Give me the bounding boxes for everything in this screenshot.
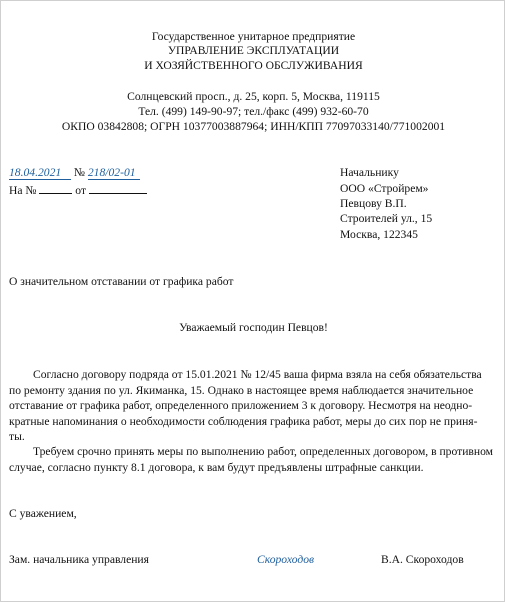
body-line: ты.: [9, 430, 25, 443]
body-line: кратные напоминания о необходимости соблюдения графика работ, меры до сих пор не приня-: [9, 414, 478, 428]
outgoing-date: 18.04.2021: [9, 166, 71, 180]
body-paragraph-2: [9, 444, 498, 475]
reply-number-blank: [39, 182, 72, 194]
org-codes: ОКПО 03842808; ОГРН 10377003887964; ИНН/КПП 77097033140/771002001: [61, 120, 446, 133]
number-label: №: [73, 166, 85, 179]
body-line: случае, согласно пункту 8.1 договора, к вам будут предъявлены штрафные санкции.: [9, 460, 424, 474]
body-line: отставание от графика работ, определенного приложением 3 к договору. Несмотря на неодно-: [9, 399, 473, 412]
signer-name: В.А. Скороходов: [381, 553, 464, 566]
outgoing-date-number: [9, 166, 140, 180]
org-name-line2: И ХОЗЯЙСТВЕННОГО ОБСЛУЖИВАНИЯ: [144, 59, 363, 72]
recipient-street: Строителей ул., 15: [340, 212, 433, 225]
signer-position: Зам. начальника управления: [9, 553, 149, 566]
recipient-city: Москва, 122345: [340, 228, 418, 241]
recipient-company: ООО «Стройрем»: [340, 182, 429, 195]
reply-reference: [9, 182, 147, 198]
org-type: Государственное унитарное предприятие: [151, 30, 356, 43]
org-address: Солнцевский просп., д. 25, корп. 5, Москва, 119115: [127, 90, 380, 103]
org-phone: Тел. (499) 149-90-97; тел./факс (499) 932-60-70: [138, 105, 369, 118]
org-name-line1: УПРАВЛЕНИЕ ЭКСПЛУАТАЦИИ: [167, 44, 340, 57]
outgoing-number: 218/02-01: [88, 166, 140, 180]
reply-date-blank: [89, 182, 147, 194]
closing-phrase: С уважением,: [9, 507, 77, 520]
reply-number-label: На №: [9, 184, 37, 197]
body-paragraph-1: [9, 367, 498, 445]
recipient-title: Начальнику: [340, 166, 399, 179]
letter-greeting: Уважаемый господин Певцов!: [179, 321, 328, 334]
body-line: по ремонту здания по ул. Якиманка, 15. Однако в настоящее время наблюдается значительное: [9, 383, 474, 397]
letter-subject: О значительном отставании от графика работ: [9, 275, 234, 288]
handwritten-signature: Скороходов: [257, 553, 315, 566]
body-line: Согласно договору подряда от 15.01.2021 № 12/45 ваша фирма взяла на себя обязательства: [33, 368, 482, 381]
reply-from-label: от: [75, 184, 87, 197]
body-line: Требуем срочно принять меры по выполнению работ, определенных договором, в противном: [33, 445, 493, 458]
recipient-person: Певцову В.П.: [340, 197, 407, 210]
